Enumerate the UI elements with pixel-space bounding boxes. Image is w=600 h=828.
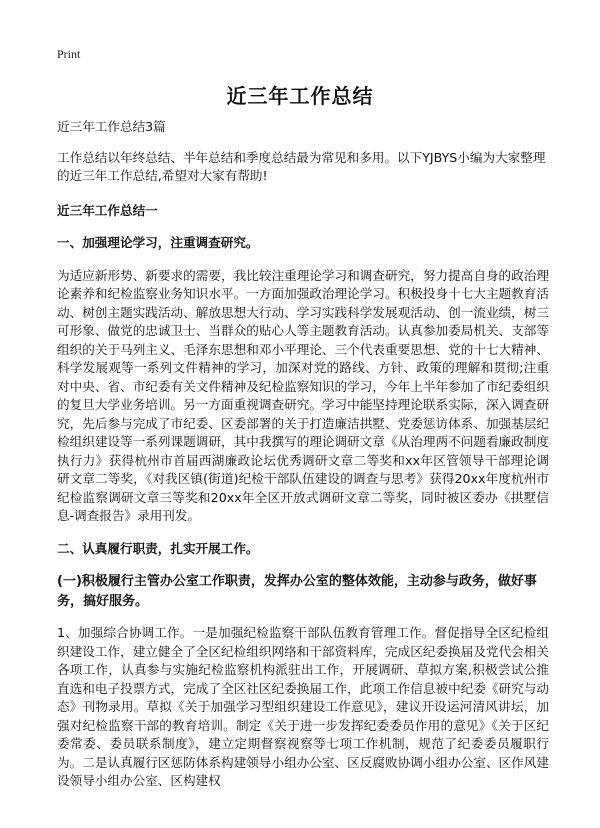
paragraph-2: 1、加强综合协调工作。一是加强纪检监察干部队伍教育管理工作。督促指导全区纪检组织建设工作，建立健全了全区纪检组织网络和干部资料库，完成区纪委换届及党代会相关各项工作，认真参与实施纪检监察机构派驻出工作，开展调研、草拟方案,积极尝试公推直选和电子投票方式，完成了全区社区纪委换届工作，此项工作信息被中纪委《研究与动态》刊物录用。草拟《关于加强学习型组织建设工作意见》，建议开设运河清风讲坛，加强对纪检监察干部的教育培训。制定《关于进一步发挥纪委委员作用的意见》《关于区纪委常委、委员联系制度》，建立定期督察视察等七项工作机制，规范了纪委委员履职行为。二是认真履行区惩防体系构建领导小组办公室、区反腐败协调小组办公室、区作风建设领导小组办公室、区构建权	[57, 625, 549, 788]
heading-1: 一、加强理论学习，注重调查研究。	[57, 235, 259, 250]
document-title: 近三年工作总结	[226, 84, 374, 108]
print-link[interactable]: Print	[57, 47, 81, 61]
heading-2-1: (一)积极履行主管办公室工作职责，发挥办公室的整体效能，主动参与政务，做好事务，搞好服务。	[57, 574, 537, 609]
intro-paragraph: 工作总结以年终总结、半年总结和季度总结最为常见和多用。以下YJBYS小编为大家整理的近三年工作总结,希望对大家有帮助!	[57, 149, 546, 183]
document-subtitle: 近三年工作总结3篇	[57, 119, 166, 134]
section-heading: 近三年工作总结一	[57, 202, 158, 218]
heading-2: 二、认真履行职责，扎实开展工作。	[57, 540, 259, 556]
document-body	[57, 118, 549, 791]
paragraph-1: 为适应新形势、新要求的需要，我比较注重理论学习和调查研究，努力提高自身的政治理论素养和纪检监察业务知识水平。一方面加强政治理论学习。积极投身十七大主题教育活动、树创主题实践活动、解放思想大行动、学习实践科学发展观活动、创一流业绩，树三可形象、做党的忠诚卫士、当群众的贴心人等主题教育活动。认真参加委局机关、支部等组织的关于马列主义、毛泽东思想和邓小平理论、三个代表重要思想、党的十七大精神、科学发展观等一系列文件精神的学习，加深对党的路线、方针、政策的理解和贯彻;注重对中央、省、市纪委有关文件精神及纪检监察知识的学习，今年上半年参加了市纪委组织的复旦大学业务培训。另一方面重视调查研究。学习中能坚持理论联系实际，深入调查研究，先后参与完成了市纪委、区委部署的关于打造廉洁拱墅、党委惩访体系、加强基层纪检组织建设等一系列课题调研，其中我撰写的理论调研文章《从治理两不问题看廉政制度执行力》获得杭州市首届西湖廉政论坛优秀调研文章二等奖和xx年区管领导干部理论调研文章二等奖，《对我区镇(街道)纪检干部队伍建设的调查与思考》获得20xx年度杭州市纪检监察调研文章三等奖和20xx年全区开放式调研文章二等奖，同时被区委办《拱墅信息-调查报告》录用刊发。	[57, 267, 549, 523]
